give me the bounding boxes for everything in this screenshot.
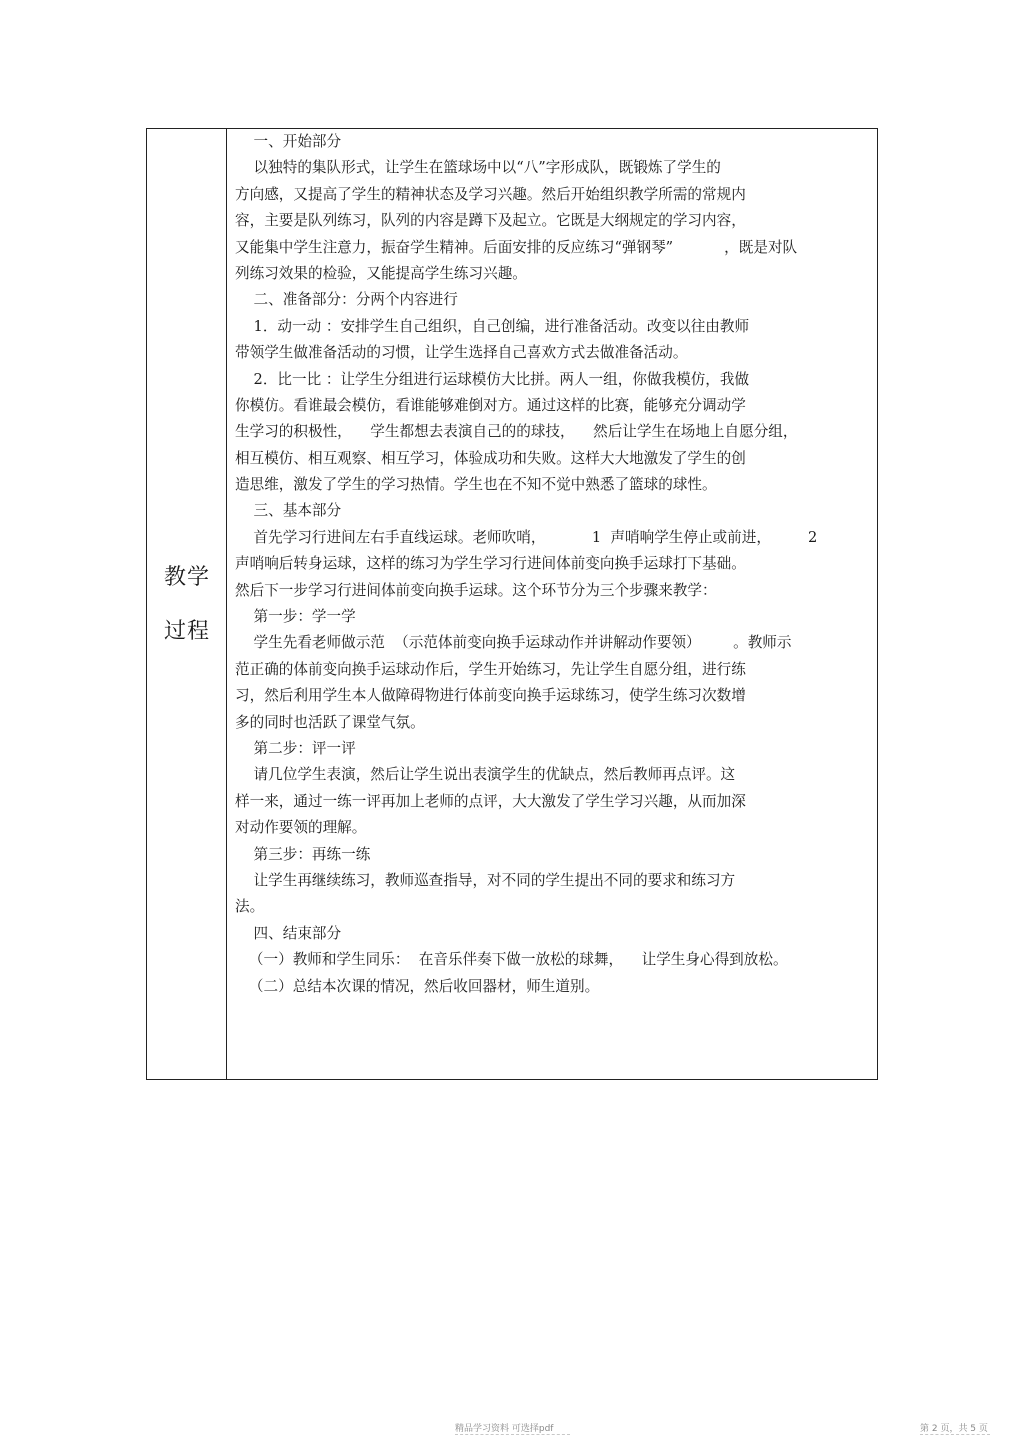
lesson-content-cell <box>235 129 875 1000</box>
row-label-cell <box>147 129 227 1079</box>
content-line: 容，主要是队列练习，队列的内容是蹲下及起立。它既是大纲规定的学习内容， <box>235 212 746 230</box>
footer-dash-left <box>455 1434 570 1435</box>
content-line: 相互模仿、相互观察、相互学习，体验成功和失败。这样大大地激发了学生的创 <box>235 449 746 467</box>
content-line: 三、基本部分 <box>235 502 342 520</box>
content-line: 声哨响后转身运球，这样的练习为学生学习行进间体前变向换手运球打下基础。 <box>235 555 746 573</box>
content-line: 第三步：再练一练 <box>235 845 371 863</box>
content-line: 首先学习行进间左右手直线运球。老师吹哨， 1 声哨响学生停止或前进， 2 <box>235 528 818 546</box>
footer-page-number: 第 2 页，共 5 页 <box>920 1424 988 1434</box>
content-line: 2．比一比 ：让学生分组进行运球模仿大比拼。两人一组，你做我模仿，我做 <box>235 370 750 388</box>
content-line: 造思维，激发了学生的学习热情。学生也在不知不觉中熟悉了篮球的球性。 <box>235 476 717 494</box>
lesson-table <box>146 128 878 1080</box>
content-line: 你模仿。看谁最会模仿，看谁能够难倒对方。通过这样的比赛，能够充分调动学 <box>235 396 746 414</box>
content-line: 样一来，通过一练一评再加上老师的点评，大大激发了学生学习兴趣，从而加深 <box>235 792 746 810</box>
content-line: 带领学生做准备活动的习惯，让学生选择自己喜欢方式去做准备活动。 <box>235 344 688 362</box>
content-line: 又能集中学生注意力，振奋学生精神。后面安排的反应练习“弹钢琴” ，既是对队 <box>235 238 798 256</box>
footer-dash-right <box>920 1434 990 1435</box>
content-line: 一、开始部分 <box>235 133 342 150</box>
content-line: 让学生再继续练习，教师巡查指导，对不同的学生提出不同的要求和练习方 <box>235 871 736 889</box>
content-line: 多的同时也活跃了课堂气氛。 <box>235 713 425 731</box>
content-line: 以独特的集队形式，让学生在篮球场中以“八”字形成队，既锻炼了学生的 <box>235 159 721 177</box>
content-line: 方向感，又提高了学生的精神状态及学习兴趣。然后开始组织教学所需的常规内 <box>235 185 746 203</box>
content-line: 第二步：评一评 <box>235 739 356 757</box>
content-line: 范正确的体前变向换手运球动作后，学生开始练习，先让学生自愿分组，进行练 <box>235 660 746 678</box>
content-line: 请几位学生表演，然后让学生说出表演学生的优缺点，然后教师再点评。这 <box>235 766 736 784</box>
content-line: 二、准备部分：分两个内容进行 <box>235 291 458 309</box>
content-line: 习，然后利用学生本人做障碍物进行体前变向换手运球练习，使学生练习次数增 <box>235 687 746 705</box>
content-line: （二）总结本次课的情况，然后收回器材，师生道别。 <box>235 977 600 995</box>
row-label-line2: 过程 <box>163 619 210 644</box>
content-line: 列练习效果的检验，又能提高学生练习兴趣。 <box>235 264 527 282</box>
content-line: 四、结束部分 <box>235 924 342 942</box>
content-line: 1．动一动 ：安排学生自己组织，自己创编，进行准备活动。改变以往由教师 <box>235 317 750 335</box>
content-line: 法。 <box>235 898 265 916</box>
content-line: 第一步：学一学 <box>235 608 356 626</box>
content-line: 对动作要领的理解。 <box>235 819 367 837</box>
content-line: （一）教师和学生同乐： 在音乐伴奏下做一放松的球舞， 让学生身心得到放松。 <box>235 951 788 969</box>
content-line: 然后下一步学习行进间体前变向换手运球。这个环节分为三个步骤来教学： <box>235 581 717 599</box>
content-line: 生学习的积极性， 学生都想去表演自己的的球技， 然后让学生在场地上自愿分组， <box>235 423 798 441</box>
row-label-line1: 教学 <box>163 565 210 590</box>
content-line: 学生先看老师做示范 （示范体前变向换手运球动作并讲解动作要领） 。教师示 <box>235 634 792 652</box>
footer-watermark: 精品学习资料 可选择pdf <box>455 1424 554 1434</box>
